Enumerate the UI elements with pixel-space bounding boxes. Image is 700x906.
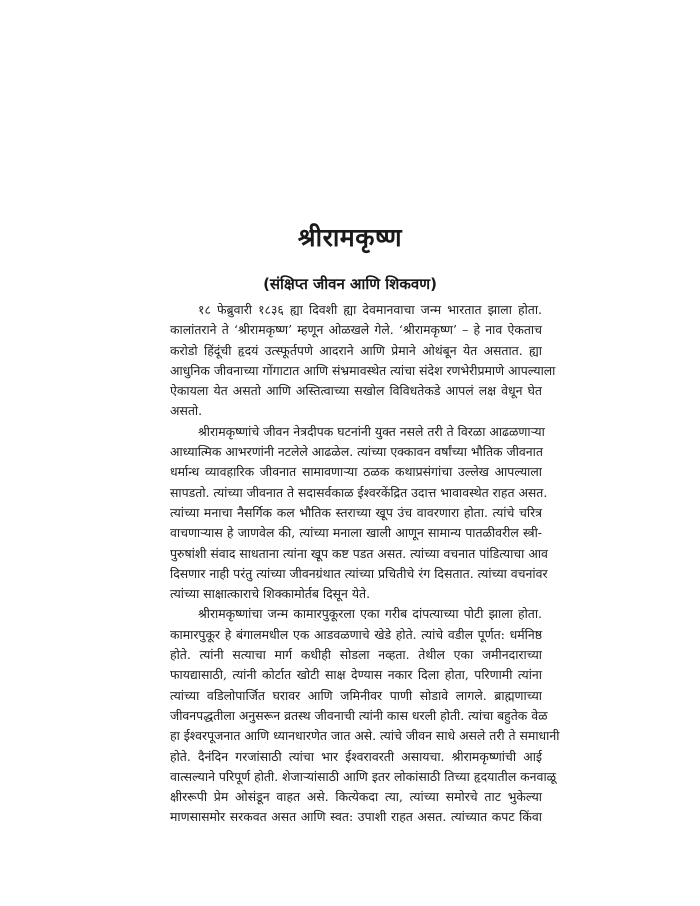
text-line: आधुनिक जीवनाच्या गोंगाटात आणि संभ्रमावस्थेत त्यांचा संदेश रणभेरीप्रमाणे आपल्याला: [170, 362, 556, 378]
text-line: श्रीरामकृष्णांचा जन्म कामारपुकूरला एका गरीब दांपत्याच्या पोटी झाला होता.: [198, 606, 542, 622]
text-line: त्यांच्या वडिलोपार्जित घरावर आणि जमिनीवर पाणी सोडावे लागले. ब्राह्मणाच्या: [170, 687, 542, 703]
text-line: होते. त्यांनी सत्याचा मार्ग कधीही सोडला नव्हता. तेथील एका जमीनदाराच्या: [170, 647, 542, 663]
text-line: हा ईश्वरपूजनात आणि ध्यानधारणेत जात असे. त्यांचे जीवन साधे असले तरी ते समाधानी: [170, 728, 560, 744]
text-line: माणसासमोर सरकवत असत आणि स्वत: उपाशी राहत असत. त्यांच्यात कपट किंवा: [170, 809, 542, 825]
text-line: फायद्यासाठी, त्यांनी कोर्टात खोटी साक्ष देण्यास नकार दिला होता, परिणामी त्यांना: [170, 667, 542, 683]
chapter-title: श्रीरामकृष्ण: [297, 223, 403, 252]
text-line: ऐकायला येत असतो आणि अस्तित्वाच्या सखोल विविधतेकडे आपलं लक्ष वेधून घेत: [170, 383, 542, 399]
chapter-subtitle: (संक्षिप्त जीवन आणि शिकवण): [263, 275, 437, 293]
text-line: जीवनपद्धतीला अनुसरून व्रतस्थ जीवनाची त्यांनी कास धरली होती. त्यांचा बहुतेक वेळ: [170, 707, 548, 723]
text-line: पुरुषांशी संवाद साधताना त्यांना खूप कष्ट पडत असत. त्यांच्या वचनात पांडित्याचा आव: [170, 545, 548, 561]
paragraph-2: [170, 422, 548, 605]
text-line: वाचणाऱ्यास हे जाणवेल की, त्यांच्या मनाला खाली आणून सामान्य पातळीवरील स्त्री-: [170, 525, 542, 541]
text-line: कालांतराने ते ‘श्रीरामकृष्ण’ म्हणून ओळखले गेले. ‘श्रीरामकृष्ण’ – हे नाव ऐकताच: [170, 322, 542, 338]
text-line: १८ फेब्रुवारी १८३६ ह्या दिवशी ह्या देवमानवाचा जन्म भारतात झाला होता.: [198, 302, 542, 317]
text-line: करोडो हिंदूंची हृदयं उत्स्फूर्तपणे आदराने आणि प्रेमाने ओथंबून येत असतात. ह्या: [170, 342, 542, 358]
text-line: क्षीररूपी प्रेम ओसंडून वाहत असे. कित्येकदा त्या, त्यांच्या समोरचे ताट भुकेल्या: [170, 789, 542, 805]
text-line: सापडतो. त्यांच्या जीवनात ते सदासर्वकाळ ईश्वरकेंद्रित उदात्त भावावस्थेत राहत असत.: [170, 484, 548, 500]
text-line: त्यांच्या साक्षात्काराचे शिक्कामोर्तब दिसून येते.: [170, 586, 371, 602]
text-line: असतो.: [170, 403, 203, 419]
text-line: होते. दैनंदिन गरजांसाठी त्यांचा भार ईश्वरावरती असायचा. श्रीरामकृष्णांची आई: [170, 748, 542, 764]
paragraph-3: [170, 604, 560, 827]
text-line: कामारपुकूर हे बंगालमधील एक आडवळणाचे खेडे होते. त्यांचे वडील पूर्णत: धर्मनिष्ठ: [170, 626, 542, 642]
text-line: आध्यात्मिक आभरणांनी नटलेले आढळेल. त्यांच्या एक्कावन वर्षांच्या भौतिक जीवनात: [170, 444, 543, 460]
text-line: वात्सल्याने परिपूर्ण होती. शेजाऱ्यांसाठी आणि इतर लोकांसाठी तिच्या हृदयातील कनवाळू: [170, 768, 557, 784]
body-text: [170, 300, 560, 828]
text-line: दिसणार नाही परंतु त्यांच्या जीवनग्रंथात त्यांच्या प्रचितीचे रंग दिसतात. त्यांच्या वचनांवर: [170, 565, 548, 581]
text-line: धर्मान्ध व्यावहारिक जीवनात सामावणाऱ्या ठळक कथाप्रसंगांचा उल्लेख आपल्याला: [170, 464, 542, 480]
text-line: त्यांच्या मनाचा नैसर्गिक कल भौतिक स्तराच्या खूप उंच वावरणारा होता. त्यांचे चरित्र: [170, 504, 542, 520]
text-line: श्रीरामकृष्णांचे जीवन नेत्रदीपक घटनांनी युक्त नसले तरी ते विरळा आढळणाऱ्या: [198, 423, 545, 439]
paragraph-1: [170, 300, 556, 422]
